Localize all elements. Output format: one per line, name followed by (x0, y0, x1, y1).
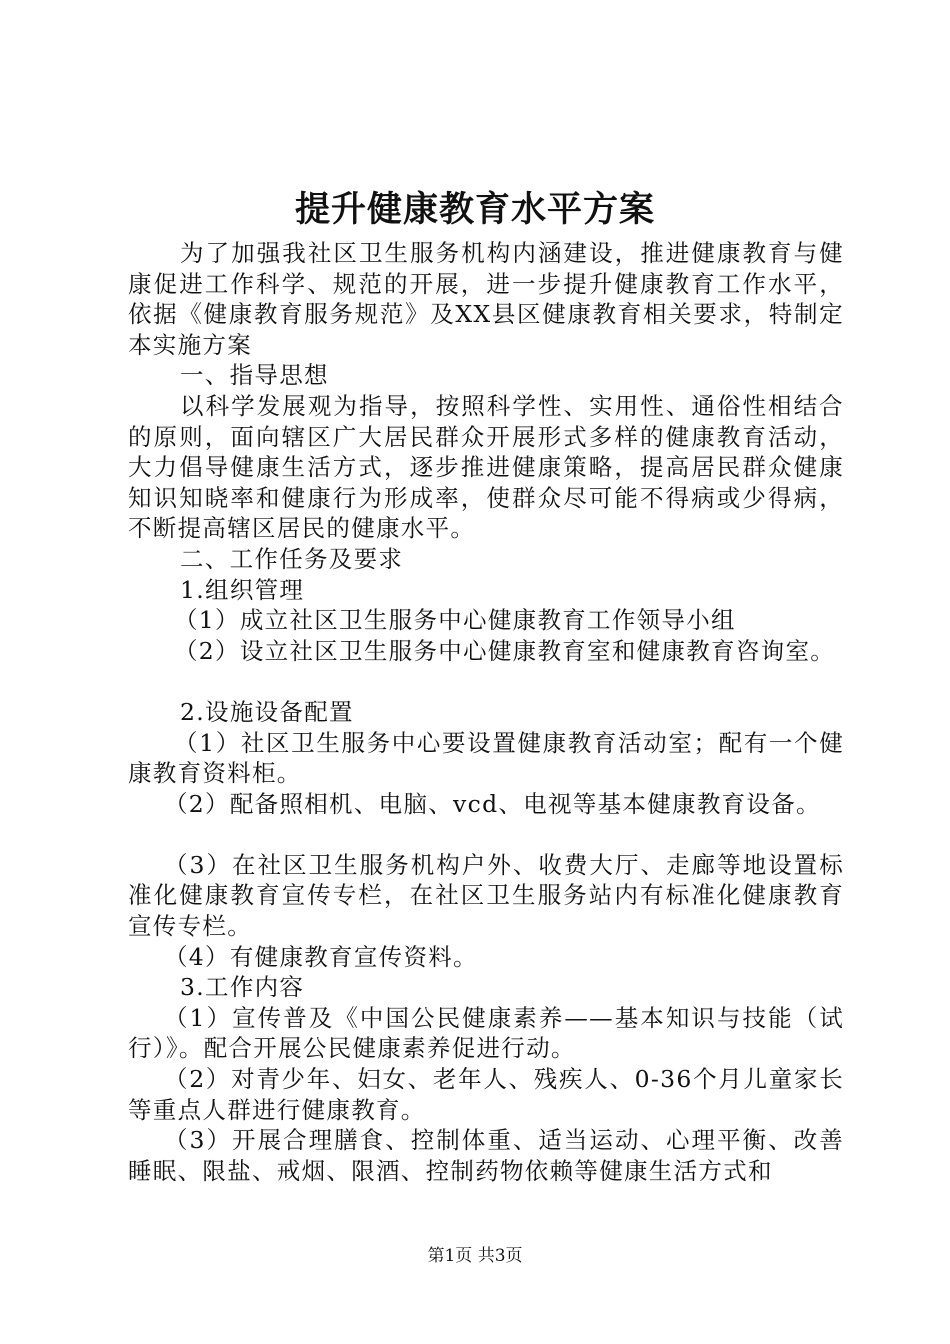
document-title: 提升健康教育水平方案 (294, 189, 655, 230)
list-item: （2）配备照相机、电脑、vcd、电视等基本健康教育设备。 (164, 789, 821, 818)
subsection-heading-work-content: 3.工作内容 (180, 973, 305, 1002)
list-item: （1）宣传普及《中国公民健康素养——基本知识与技能（试行）》。配合开展公民健康素养促进行动。 (128, 1003, 844, 1063)
guiding-thought-paragraph: 以科学发展观为指导，按照科学性、实用性、通俗性相结合的原则，面向辖区广大居民群众开展形式多样的健康教育活动，大力倡导健康生活方式，逐步推进健康策略，提高居民群众健康知识知晓率和健康行为形成率，使群众尽可能不得病或少得病，不断提高辖区居民的健康水平。 (128, 391, 844, 543)
list-item: （4）有健康教育宣传资料。 (164, 942, 478, 971)
list-item: （1）社区卫生服务中心要设置健康教育活动室；配有一个健康教育资料柜。 (128, 728, 844, 788)
section-heading-tasks: 二、工作任务及要求 (180, 544, 404, 573)
section-heading-guiding-thought: 一、指导思想 (180, 361, 329, 390)
blank-line (128, 819, 844, 850)
list-item: （2）对青少年、妇女、老年人、残疾人、0-36个月儿童家长等重点人群进行健康教育。 (128, 1065, 844, 1124)
list-item: （3）开展合理膳食、控制体重、适当运动、心理平衡、改善睡眠、限盐、戒烟、限酒、控制药物依赖等健康生活方式和 (128, 1126, 844, 1185)
list-item: （3）在社区卫生服务机构户外、收费大厅、走廊等地设置标准化健康教育宣传专栏，在社区卫生服务站内有标准化健康教育宣传专栏。 (128, 850, 844, 941)
list-item: （2）设立社区卫生服务中心健康教育室和健康教育咨询室。 (174, 636, 836, 665)
list-item: （1）成立社区卫生服务中心健康教育工作领导小组 (174, 606, 736, 635)
subsection-heading-facilities: 2.设施设备配置 (180, 697, 354, 726)
page-footer: 第1页 共3页 (427, 1246, 523, 1266)
document-body (128, 238, 844, 1186)
intro-paragraph: 为了加强我社区卫生服务机构内涵建设，推进健康教育与健康促进工作科学、规范的开展，进一步提升健康教育工作水平，依据《健康教育服务规范》及XX县区健康教育相关要求，特制定本实施方案 (128, 239, 844, 359)
blank-line (128, 666, 844, 697)
subsection-heading-organization: 1.组织管理 (180, 575, 305, 604)
